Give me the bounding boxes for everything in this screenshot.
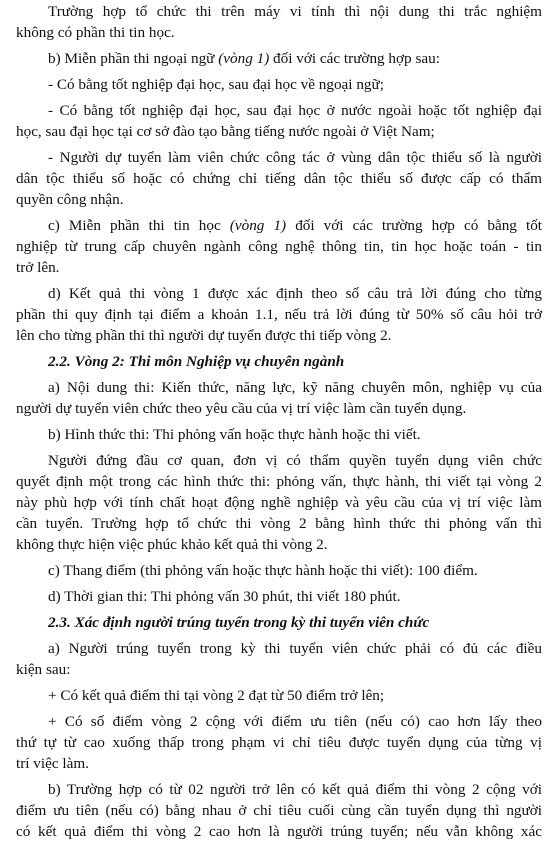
text-line: d) Kết quả thi vòng 1 được xác định theo số câu trả lời đúng cho từng (48, 285, 542, 302)
text-line: phần thi quy định tại điểm a khoản 1.1, nếu trả lời đúng từ 50% số câu hỏi trở (16, 306, 542, 323)
text-segment: đối với các trường hợp sau: (269, 50, 440, 67)
text-line: người dự tuyển viên chức theo yêu cầu của vị trí việc làm cần tuyển dụng. (16, 400, 467, 417)
text-line: + Có kết quả điểm thi tại vòng 2 đạt từ 50 điểm trở lên; (48, 687, 385, 704)
text-line (48, 49, 440, 69)
text-line: c) Thang điểm (thi phỏng vấn hoặc thực hành hoặc thi viết): 100 điểm. (48, 562, 478, 579)
text-line: lên cho từng phần thi thì người dự tuyển được thi tiếp vòng 2. (16, 327, 392, 344)
text-line: điểm ưu tiên (nếu có) bằng nhau ở chỉ tiêu cuối cùng cần tuyển dụng thì người (16, 802, 542, 819)
text-line: kiện sau: (16, 661, 71, 678)
text-line: cần tuyển. Trường hợp tổ chức thi vòng 2 bằng hình thức thi phỏng vấn thì (16, 515, 542, 532)
text-line: - Có bằng tốt nghiệp đại học, sau đại học về ngoại ngữ; (48, 76, 384, 93)
text-line: a) Người trúng tuyển trong kỳ thi tuyển viên chức phải có đủ các điều (48, 640, 542, 657)
text-line: này phù hợp với tính chất hoạt động nghề nghiệp và yêu cầu của vị trí việc làm (16, 494, 542, 511)
text-line: học, sau đại học tại cơ sở đào tạo bằng tiếng nước ngoài ở Việt Nam; (16, 123, 435, 140)
text-line: nghiệp từ trung cấp chuyên ngành công nghệ thông tin, tin học hoặc toán - tin (16, 238, 542, 255)
section-heading: 2.3. Xác định người trúng tuyển trong kỳ thi tuyển viên chức (48, 614, 430, 631)
text-line: b) Trường hợp có từ 02 người trở lên có kết quả điểm thi vòng 2 cộng với (48, 781, 542, 798)
text-line: - Có bằng tốt nghiệp đại học, sau đại học ở nước ngoài hoặc tốt nghiệp đại (48, 102, 542, 119)
text-line: + Có số điểm vòng 2 cộng với điểm ưu tiên (nếu có) cao hơn lấy theo (48, 713, 542, 730)
text-line: quyền công nhận. (16, 191, 124, 208)
text-segment: đối với các trường hợp có bằng tốt (286, 217, 543, 234)
italic-text-segment: (vòng 1) (229, 217, 287, 234)
text-line: b) Hình thức thi: Thi phỏng vấn hoặc thực hành hoặc thi viết. (48, 426, 421, 443)
italic-text-segment: (vòng 1) (218, 50, 270, 67)
text-line: Trường hợp tổ chức thi trên máy vi tính thì nội dung thi trắc nghiệm (48, 3, 542, 20)
text-line: quyết định một trong các hình thức thi: phỏng vấn, thực hành, thi viết tại vòng 2 (16, 473, 542, 490)
text-line: d) Thời gian thi: Thi phỏng vấn 30 phút, thi viết 180 phút. (48, 588, 401, 605)
text-line: trí việc làm. (16, 755, 89, 772)
section-heading: 2.2. Vòng 2: Thi môn Nghiệp vụ chuyên ngành (48, 353, 345, 370)
text-line: không có phần thi tin học. (16, 24, 175, 41)
text-line: - Người dự tuyển làm viên chức công tác ở vùng dân tộc thiểu số là người (48, 149, 542, 166)
text-segment: b) Miễn phần thi ngoại ngữ (48, 50, 219, 67)
text-line: dân tộc thiểu số hoặc có chứng chỉ tiếng dân tộc thiểu số được cấp có thẩm (16, 170, 542, 187)
text-line: a) Nội dung thi: Kiến thức, năng lực, kỹ năng chuyên môn, nghiệp vụ của (48, 379, 542, 396)
text-line: có kết quả điểm thi vòng 2 cao hơn là người trúng tuyển; nếu vẫn không xác (16, 823, 542, 840)
text-line: không thực hiện việc phúc khảo kết quả thi vòng 2. (16, 536, 328, 553)
text-line (48, 216, 542, 236)
text-segment: c) Miễn phần thi tin học (48, 217, 230, 234)
text-line: thứ tự từ cao xuống thấp trong phạm vi chỉ tiêu được tuyển dụng của từng vị (16, 734, 542, 751)
text-line: trở lên. (16, 259, 60, 276)
text-line: Người đứng đầu cơ quan, đơn vị có thẩm quyền tuyển dụng viên chức (48, 452, 542, 469)
